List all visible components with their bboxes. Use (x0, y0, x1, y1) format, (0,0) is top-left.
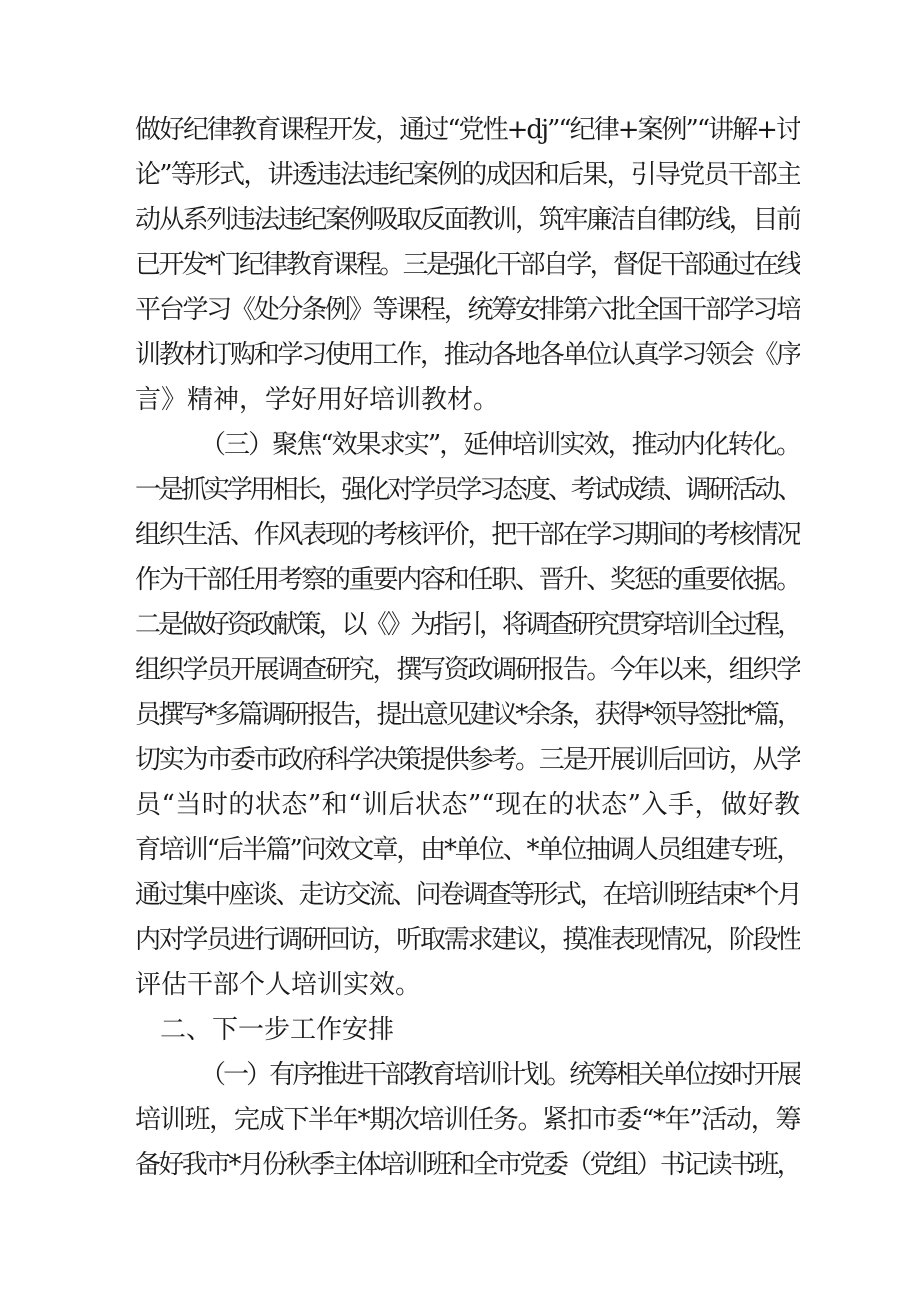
paragraph-1-line-6: 训教材订购和学习使用工作，推动各地各单位认真学习领会《序 (135, 340, 800, 370)
section-heading: 二、下一步工作安排 (160, 1015, 395, 1045)
paragraph-2-line-9: 员“当时的状态”和“训后状态”“现在的状态”入手，做好教 (135, 790, 800, 820)
paragraph-1-line-4: 已开发*门纪律教育课程。三是强化干部自学，督促干部通过在线 (135, 250, 800, 280)
paragraph-2-line-5: 二是做好资政献策，以《》为指引，将调查研究贯穿培训全过程， (135, 610, 800, 640)
paragraph-1-line-7: 言》精神，学好用好培训教材。 (135, 385, 500, 415)
paragraph-1-line-5: 平台学习《处分条例》等课程，统筹安排第六批全国干部学习培 (135, 295, 800, 325)
paragraph-2-line-11: 通过集中座谈、走访交流、问卷调查等形式，在培训班结束*个月 (135, 880, 800, 910)
paragraph-2-line-10: 育培训“后半篇”问效文章，由*单位、*单位抽调人员组建专班， (135, 835, 800, 865)
paragraph-2-line-2: 一是抓实学用相长，强化对学员学习态度、考试成绩、调研活动、 (135, 475, 800, 505)
paragraph-2-line-1: （三）聚焦“效果求实”，延伸培训实效，推动内化转化。 (200, 430, 800, 460)
paragraph-3-line-1: （一）有序推进干部教育培训计划。统筹相关单位按时开展 (200, 1060, 800, 1090)
paragraph-2-line-13: 评估干部个人培训实效。 (135, 970, 422, 1000)
paragraph-1-line-1: 做好纪律教育课程开发，通过“党性+dj”“纪律+案例”“讲解+讨 (135, 115, 800, 145)
paragraph-3-line-2: 培训班，完成下半年*期次培训任务。紧扣市委“*年”活动，筹 (135, 1105, 800, 1135)
paragraph-2-line-12: 内对学员进行调研回访，听取需求建议，摸准表现情况，阶段性 (135, 925, 800, 955)
paragraph-2-line-8: 切实为市委市政府科学决策提供参考。三是开展训后回访，从学 (135, 745, 800, 775)
paragraph-2-line-3: 组织生活、作风表现的考核评价，把干部在学习期间的考核情况 (135, 520, 800, 550)
paragraph-2-line-6: 组织学员开展调查研究，撰写资政调研报告。今年以来，组织学 (135, 655, 800, 685)
paragraph-3-line-3: 备好我市*月份秋季主体培训班和全市党委（党组）书记读书班， (135, 1150, 800, 1180)
paragraph-1-line-2: 论”等形式，讲透违法违纪案例的成因和后果，引导党员干部主 (135, 160, 800, 190)
paragraph-2-line-7: 员撰写*多篇调研报告，提出意见建议*余条，获得*领导签批*篇， (135, 700, 800, 730)
paragraph-1-line-3: 动从系列违法违纪案例吸取反面教训，筑牢廉洁自律防线，目前 (135, 205, 800, 235)
paragraph-2-line-4: 作为干部任用考察的重要内容和任职、晋升、奖惩的重要依据。 (135, 565, 800, 595)
